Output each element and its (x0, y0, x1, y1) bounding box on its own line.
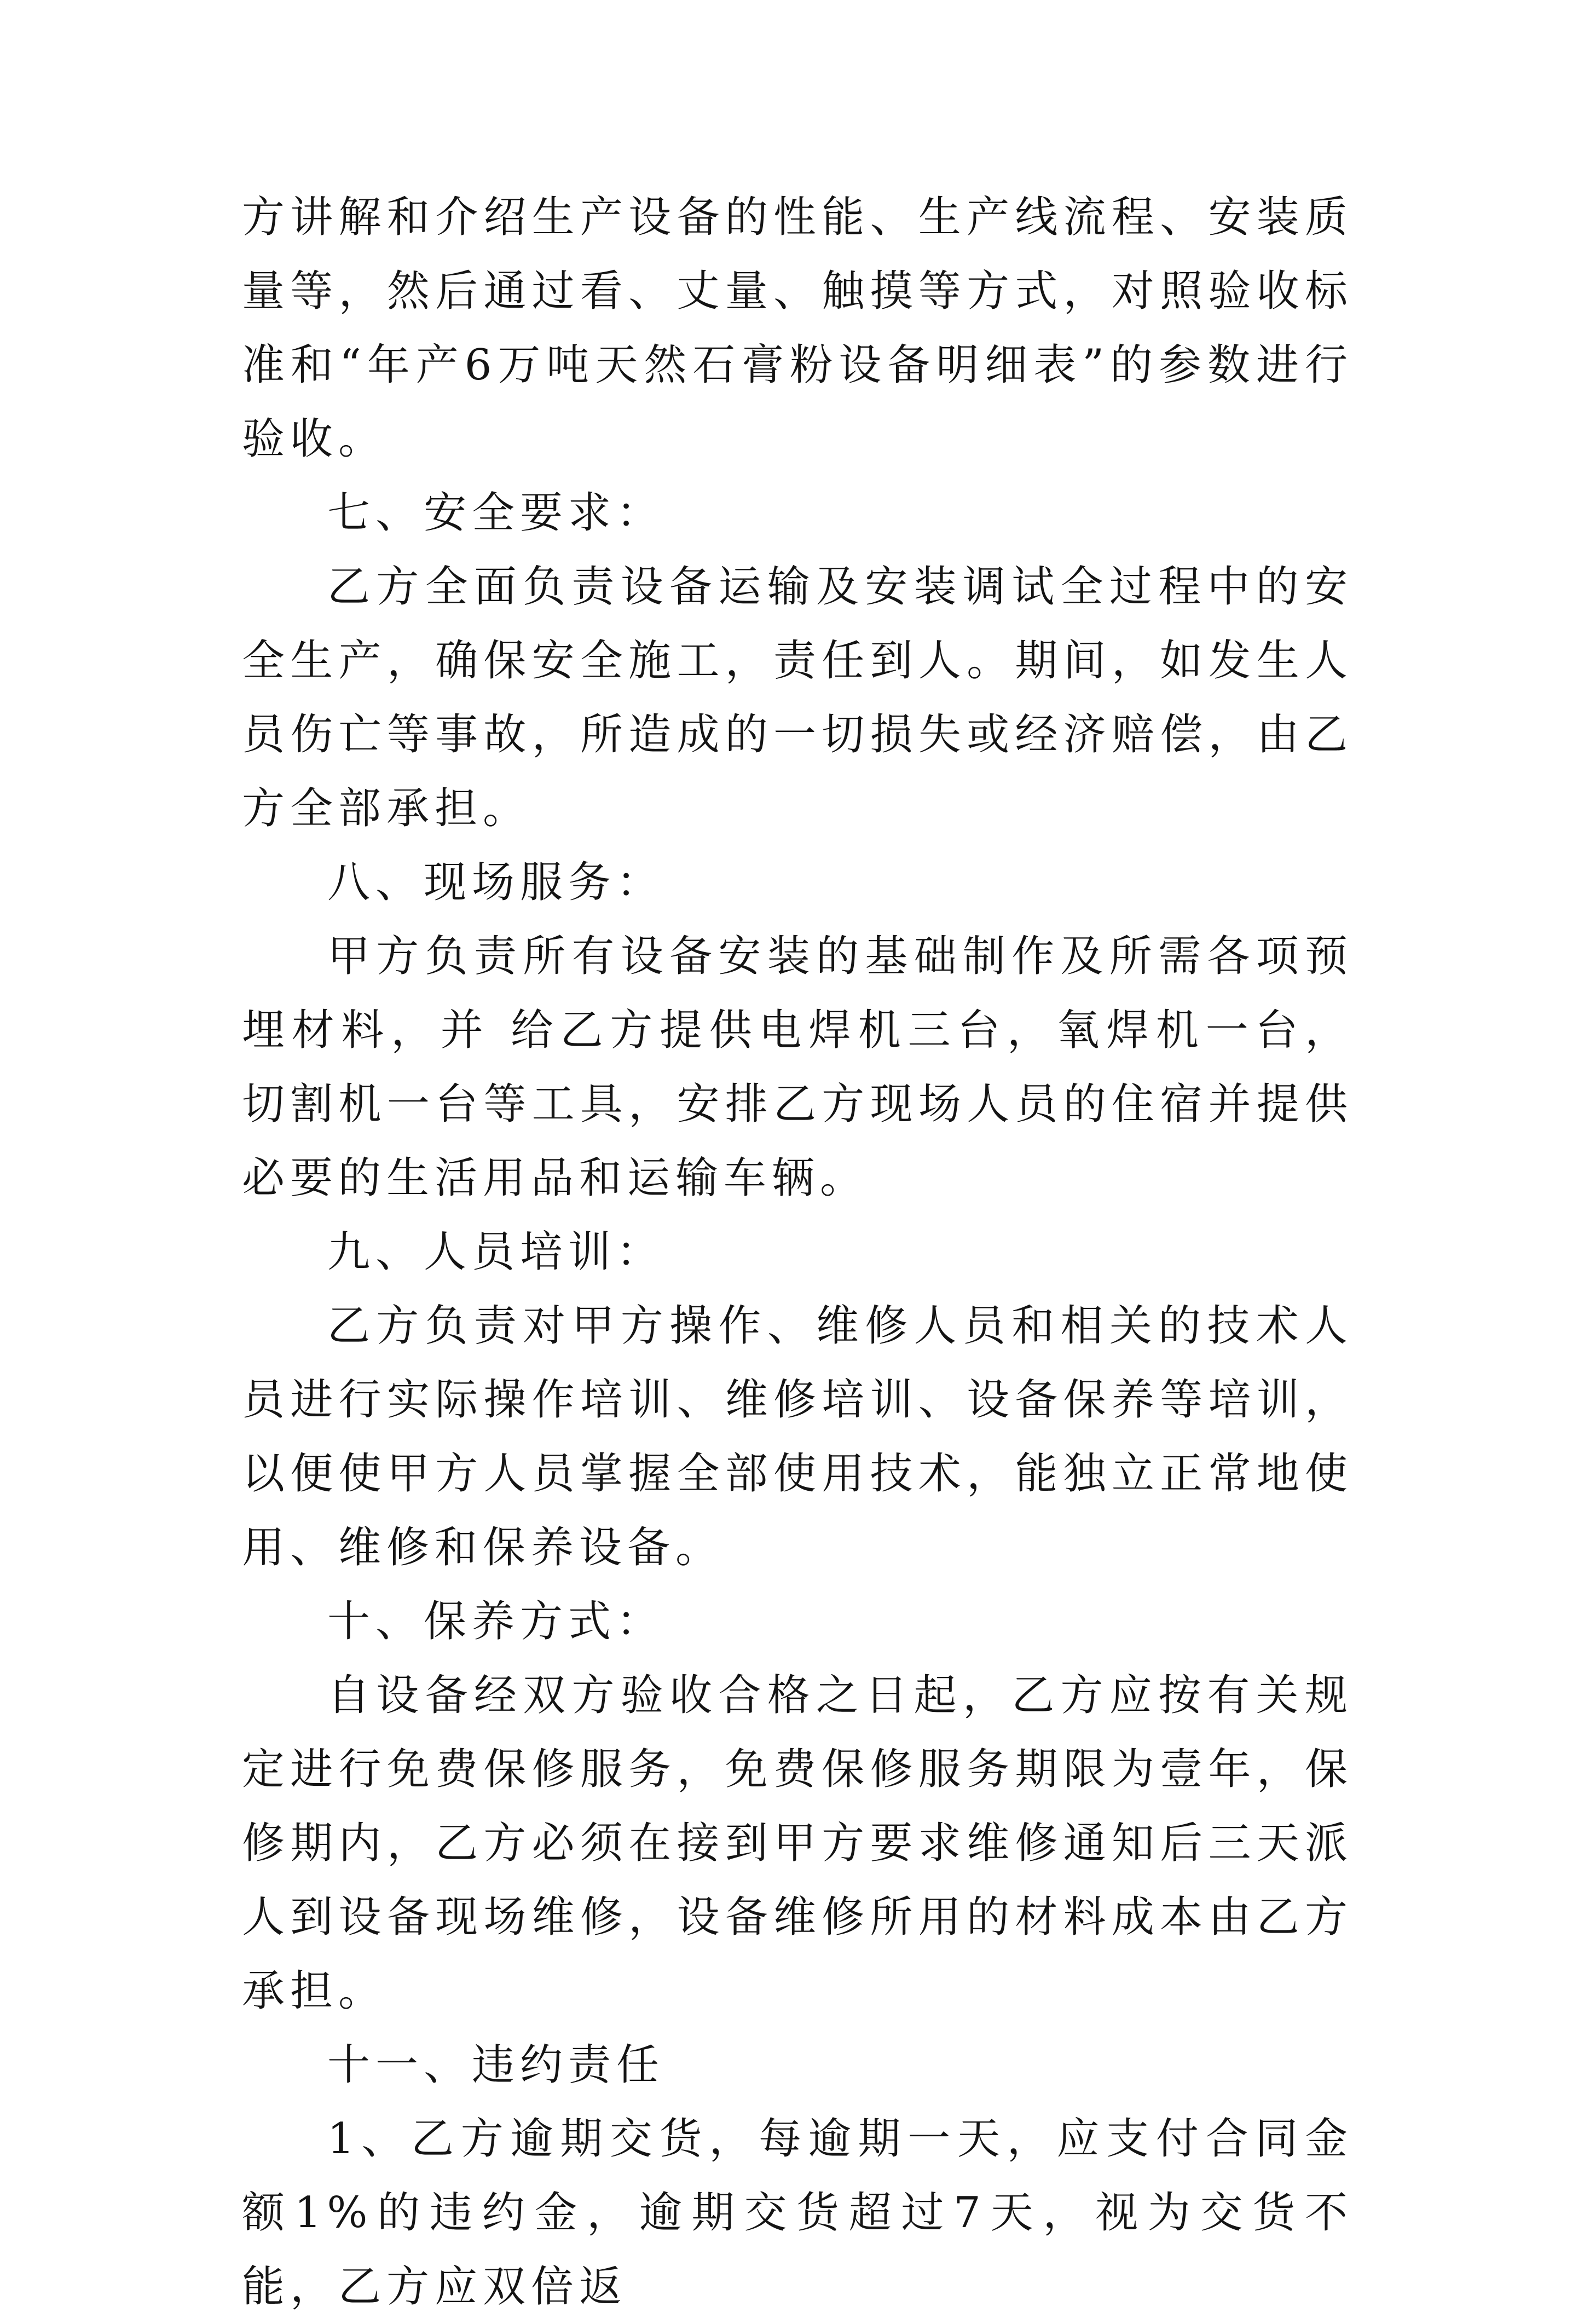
section-heading-safety: 七、安全要求： (327, 488, 665, 538)
paragraph-onsite-service: 甲方负责所有设备安装的基础制作及所需各项预埋材料，并 给乙方提供电焊机三台，氧焊机一台，切割机一台等工具，安排乙方现场人员的住宿并提供必要的生活用品和运输车辆。 (242, 932, 1353, 1203)
paragraph-liability-1: 1、乙方逾期交货，每逾期一天，应支付合同金额1%的违约金，逾期交货超过7天，视为交货不能，乙方应双倍返 (242, 2114, 1353, 2311)
section-heading-training: 九、人员培训： (327, 1227, 665, 1277)
section-heading-maintenance: 十、保养方式： (327, 1597, 665, 1646)
section-heading-onsite-service: 八、现场服务： (327, 858, 665, 907)
paragraph-acceptance-continued: 方讲解和介绍生产设备的性能、生产线流程、安装质量等，然后通过看、丈量、触摸等方式，对照验收标准和“年产6万吨天然石膏粉设备明细表”的参数进行验收。 (242, 193, 1353, 464)
paragraph-training: 乙方负责对甲方操作、维修人员和相关的技术人员进行实际操作培训、维修培训、设备保养等培训，以便使甲方人员掌握全部使用技术，能独立正常地使用、维修和保养设备。 (242, 1301, 1353, 1572)
document-body (242, 181, 1353, 2324)
paragraph-maintenance: 自设备经双方验收合格之日起，乙方应按有关规定进行免费保修服务，免费保修服务期限为壹年，保修期内，乙方必须在接到甲方要求维修通知后三天派人到设备现场维修，设备维修所用的材料成本由乙方承担。 (242, 1671, 1353, 2016)
paragraph-safety: 乙方全面负责设备运输及安装调试全过程中的安全生产，确保安全施工，责任到人。期间，如发生人员伤亡等事故，所造成的一切损失或经济赔偿，由乙方全部承担。 (242, 562, 1353, 833)
section-heading-liability: 十一、违约责任 (327, 2040, 665, 2090)
